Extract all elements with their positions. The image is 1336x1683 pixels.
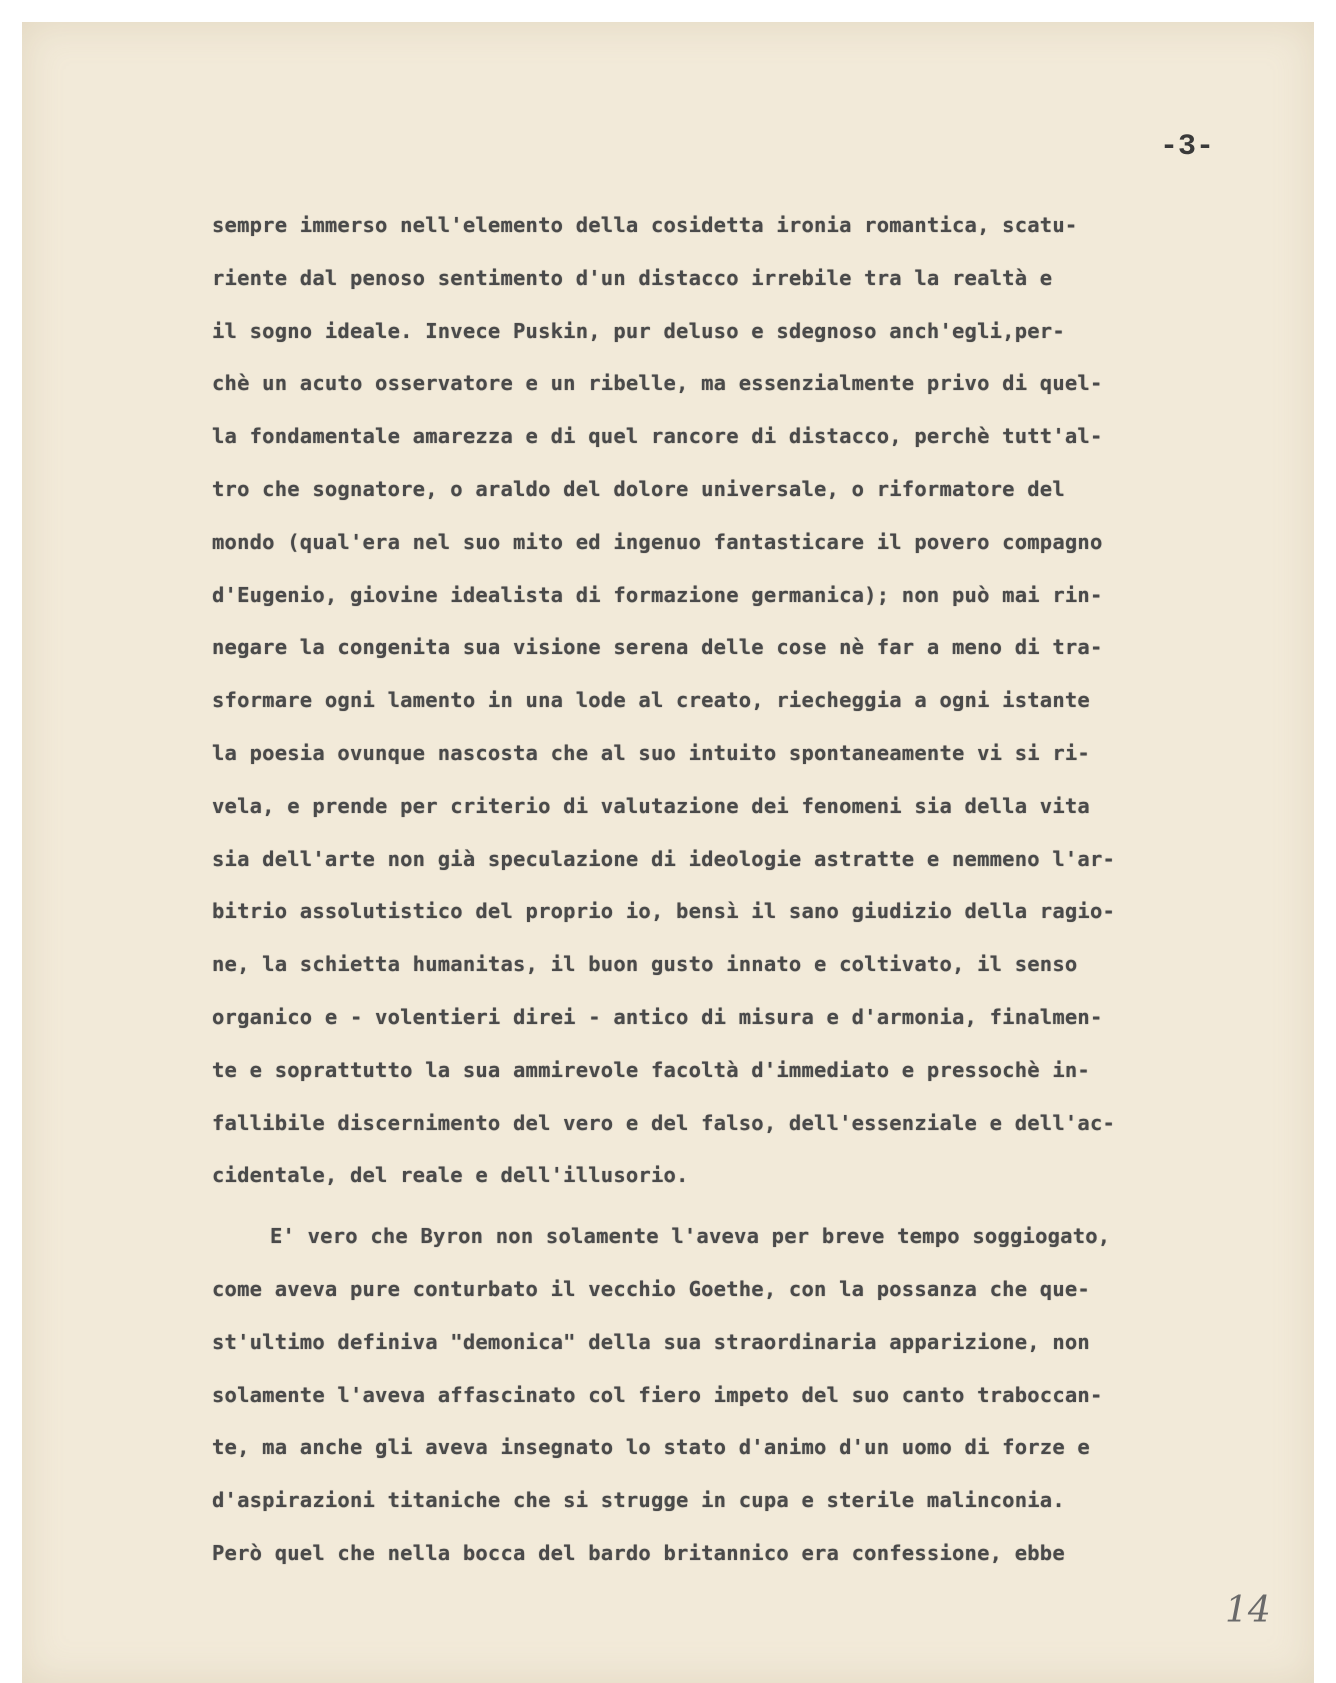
typed-text-body	[212, 199, 1336, 1580]
text-line: il sogno ideale. Invece Puskin, pur deluso e sdegnoso anch'egli,per-	[212, 318, 1065, 343]
text-line: cidentale, del reale e dell'illusorio.	[212, 1163, 689, 1188]
paragraph-2	[212, 1210, 1336, 1580]
text-line: ne, la schietta humanitas, il buon gusto innato e coltivato, il senso	[212, 952, 1078, 977]
text-line: sia dell'arte non già speculazione di ideologie astratte e nemmeno l'ar-	[212, 846, 1116, 871]
text-line: Però quel che nella bocca del bardo britannico era confessione, ebbe	[212, 1540, 1065, 1565]
text-line: come aveva pure conturbato il vecchio Goethe, con la possanza che que-	[212, 1276, 1090, 1301]
text-line: la poesia ovunque nascosta che al suo intuito spontaneamente vi si ri-	[212, 740, 1090, 765]
text-line: d'aspirazioni titaniche che si strugge in cupa e sterile malinconia.	[212, 1488, 1065, 1513]
text-line: fallibile discernimento del vero e del falso, dell'essenziale e dell'ac-	[212, 1110, 1116, 1135]
text-line: negare la congenita sua visione serena delle cose nè far a meno di tra-	[212, 635, 1103, 660]
text-line: te e soprattutto la sua ammirevole facoltà d'immediato e pressochè in-	[212, 1057, 1090, 1082]
text-line: d'Eugenio, giovine idealista di formazione germanica); non può mai rin-	[212, 582, 1103, 607]
text-line: E' vero che Byron non solamente l'aveva per breve tempo soggiogato,	[270, 1224, 1111, 1249]
handwritten-folio-number: 14	[1225, 1590, 1271, 1631]
text-line: sempre immerso nell'elemento della cosidetta ironia romantica, scatu-	[212, 213, 1078, 237]
page-number: -3-	[1160, 130, 1215, 164]
text-line: sformare ogni lamento in una lode al creato, riecheggia a ogni istante	[212, 688, 1090, 713]
text-line: chè un acuto osservatore e un ribelle, ma essenzialmente privo di quel-	[212, 371, 1103, 396]
text-line: te, ma anche gli aveva insegnato lo stato d'animo d'un uomo di forze e	[212, 1435, 1090, 1460]
text-line: mondo (qual'era nel suo mito ed ingenuo fantasticare il povero compagno	[212, 529, 1103, 554]
text-line: solamente l'aveva affascinato col fiero impeto del suo canto traboccan-	[212, 1382, 1103, 1407]
paragraph-1	[212, 199, 1336, 1202]
text-line: la fondamentale amarezza e di quel rancore di distacco, perchè tutt'al-	[212, 424, 1103, 449]
text-line: bitrio assolutistico del proprio io, bensì il sano giudizio della ragio-	[212, 899, 1116, 924]
text-line: st'ultimo definiva "demonica" della sua straordinaria apparizione, non	[212, 1329, 1090, 1354]
text-line: riente dal penoso sentimento d'un distacco irrebile tra la realtà e	[212, 265, 1053, 290]
text-line: tro che sognatore, o araldo del dolore universale, o riformatore del	[212, 476, 1065, 501]
text-line: organico e - volentieri direi - antico di misura e d'armonia, finalmen-	[212, 1004, 1103, 1029]
text-line: vela, e prende per criterio di valutazione dei fenomeni sia della vita	[212, 793, 1090, 818]
